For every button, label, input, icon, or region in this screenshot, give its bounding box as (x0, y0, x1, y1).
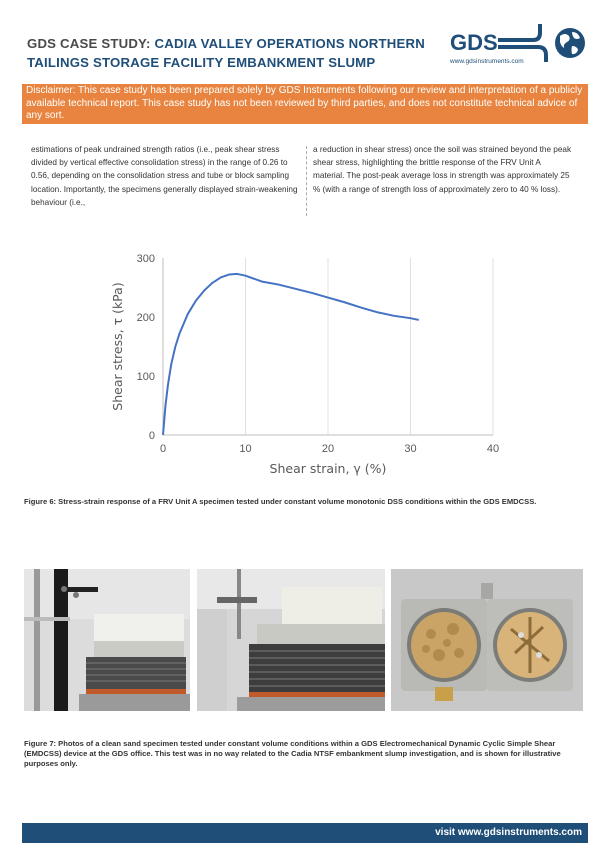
y-tick-label-200: 200 (136, 312, 155, 324)
footer-link[interactable]: visit www.gdsinstruments.com (435, 827, 582, 838)
y-tick-label-100: 100 (136, 371, 155, 383)
title-main: CADIA VALLEY OPERATIONS NORTHERN TAILINGS STORAGE FACILITY EMBANKMENT SLUMP (27, 36, 425, 70)
x-tick-label-10: 10 (239, 443, 252, 455)
logo-url: www.gdsinstruments.com (450, 58, 524, 65)
figure-6-caption: Figure 6: Stress-strain response of a FRV Unit A specimen tested under constant volume monotonic DSS conditions within the GDS EMDCSS. (24, 497, 537, 506)
svg-text:GDS: GDS (450, 30, 498, 55)
figure-7-caption: Figure 7: Photos of a clean sand specimen tested under constant volume conditions within a GDS Electromechanical Dynamic Cyclic Simple Shear (EMDCSS) device at the GDS office. This test was in no way related to the Cadia NTSF embankment slump investigation, and is shown for illustrative purposes only. (24, 739, 561, 768)
page-title (27, 34, 437, 72)
x-axis-label: Shear strain, γ (%) (269, 461, 387, 476)
x-tick-label-0: 0 (159, 443, 167, 455)
title-prefix: GDS CASE STUDY: (27, 36, 155, 51)
stress-strain-chart (100, 240, 520, 480)
y-tick-label-0: 0 (148, 430, 155, 442)
x-tick-label-40: 40 (486, 443, 500, 455)
disclaimer-banner: Disclaimer: This case study has been prepared solely by GDS Instruments following our review and interpretation of a publicly available technical report. This case study has not been reviewed by third parties, and does not constitute technical advice of any sort. (22, 84, 588, 124)
column-divider (306, 146, 307, 216)
footer-bar (22, 823, 588, 843)
body-column-right: a reduction in shear stress) once the soil was strained beyond the peak shear stress, highlighting the brittle response of the FRV Unit A material. The post-peak average loss in strength was approximately 25 % (with a range of strength loss of approximately zero to 40 % loss). (313, 145, 572, 194)
x-tick-label-30: 30 (404, 443, 417, 455)
y-tick-label-300: 300 (136, 253, 155, 265)
photo-specimen-top-caps (391, 569, 583, 711)
y-axis-label: Shear stress, τ (kPa) (110, 282, 125, 411)
photo-emdcss-side-view (24, 569, 190, 711)
body-column-left: estimations of peak undrained strength ratios (i.e., peak shear stress divided by vertical effective consolidation stress) in the range of 0.26 to 0.56, depending on the consolidation stress and tube or block sampling location. Importantly, the specimens generally displayed strain-weakening behaviour (i.e., (31, 145, 298, 207)
series-line-0 (163, 274, 419, 435)
x-tick-label-20: 20 (321, 443, 335, 455)
photo-emdcss-close-view (197, 569, 385, 711)
